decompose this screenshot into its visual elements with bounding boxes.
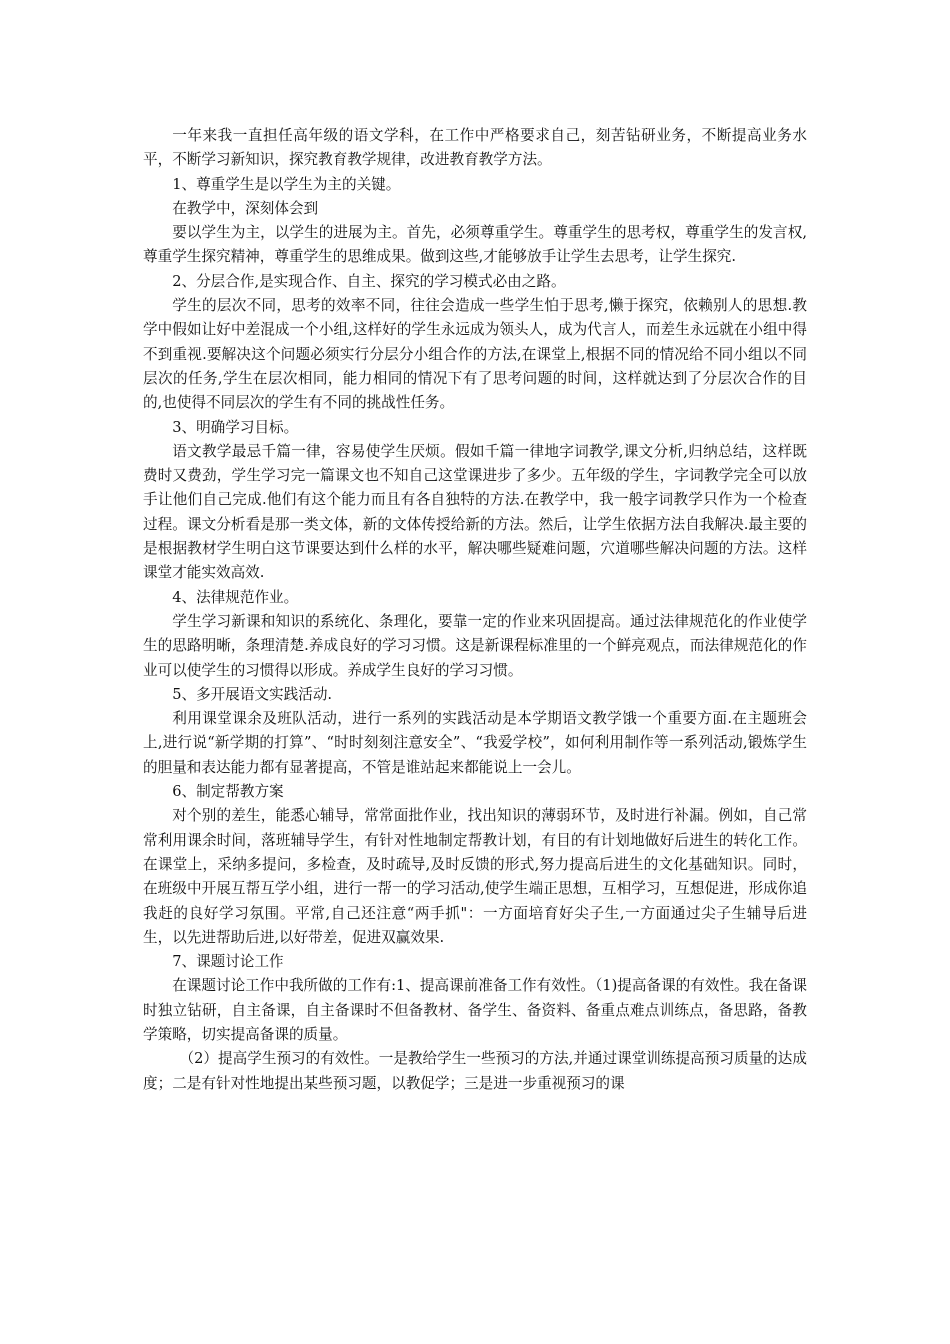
paragraph-in-teaching: 在教学中，深刻体会到 [172, 199, 319, 217]
paragraph-practice-activities: 利用课堂课余及班队活动，进行一系列的实践活动是本学期语文教学饿一个重要方面.在主题班会上,进行说“新学期的打算”、“时时刻刻注意安全”、“我爱学校”，如何利用制作等一系列活动,锻炼学生的胆量和表达能力都有显著提高，不管是谁站起来都能说上一会儿。 [143, 710, 807, 776]
paragraph-learning-goals: 语文教学最忌千篇一律，容易使学生厌烦。假如千篇一律地字词教学,课文分析,归纳总结，这样既费时又费劲，学生学习完一篇课文也不知自己这堂课进步了多少。五年级的学生，字词教学完全可以放手让他们自己完成.他们有这个能力而且有各自独特的方法.在教学中，我一般字词教学只作为一个检查过程。课文分析看是那一类文体，新的文体传授给新的方法。然后，让学生依据方法自我解决.最主要的是根据教材学生明白这节课要达到什么样的水平，解决哪些疑难问题，穴道哪些解决问题的方法。这样课堂才能实效高效. [143, 442, 807, 582]
paragraph-homework: 学生学习新课和知识的系统化、条理化，要靠一定的作业来巩固提高。通过法律规范化的作业使学生的思路明晰，条理清楚.养成良好的学习习惯。这是新课程标准里的一个鲜亮观点，而法律规范化的作业可以使学生的习惯得以形成。养成学生良好的学习习惯。 [143, 612, 807, 679]
heading-practice-activities: 5、多开展语文实践活动. [172, 685, 333, 703]
heading-homework: 4、法律规范作业。 [172, 588, 299, 606]
paragraph-layered-cooperation: 学生的层次不同，思考的效率不同，往往会造成一些学生怕于思考,懒于探究，依赖别人的思想.教学中假如让好中差混成一个小组,这样好的学生永远成为领头人，成为代言人，而差生永远就在小组中得不到重视.要解决这个问题必须实行分层分小组合作的方法,在课堂上,根据不同的情况给不同小组以不同层次的任务,学生在层次相同，能力相同的情况下有了思考问题的时间，这样就达到了分层次合作的目的,也使得不同层次的学生有不同的挑战性任务。 [143, 297, 807, 412]
heading-tutoring-plan: 6、制定帮教方案 [172, 783, 284, 801]
paragraph-tutoring-plan: 对个别的差生，能悉心辅导，常常面批作业，找出知识的薄弱环节，及时进行补漏。例如，自己常常利用课余时间，落班辅导学生，有针对性地制定帮教计划，有目的有计划地做好后进生的转化工作。在课堂上，采纳多提问，多检查，及时疏导,及时反馈的形式,努力提高后进生的文化基础知识。同时，在班级中开展互帮互学小组，进行一帮一的学习活动,使学生端正思想，互相学习，互想促进，形成你追我赶的良好学习氛围。平常,自己还注意“两手抓"：一方面培育好尖子生,一方面通过尖子生辅导后进生，以先进帮助后进,以好带差，促进双赢效果. [143, 807, 807, 946]
document-page [143, 124, 807, 1096]
heading-respect-students: 1、尊重学生是以学生为主的关键。 [172, 175, 401, 193]
heading-layered-cooperation: 2、分层合作,是实现合作、自主、探究的学习模式必由之路。 [172, 272, 566, 290]
paragraph-preview-effectiveness: （2）提高学生预习的有效性。一是教给学生一些预习的方法,并通过课堂训练提高预习质量的达成度；二是有针对性地提出某些预习题，以教促学；三是进一步重视预习的课 [143, 1050, 807, 1092]
paragraph-research-work: 在课题讨论工作中我所做的工作有:1、提高课前准备工作有效性。（1)提高备课的有效性。我在备课时独立钻研，自主备课，自主备课时不但备教材、备学生、备资料、备重点难点训练点，备思路，备教学策略，切实提高备课的质量。 [143, 977, 808, 1043]
heading-learning-goals: 3、明确学习目标。 [172, 418, 299, 436]
paragraph-respect-students: 要以学生为主，以学生的进展为主。首先，必须尊重学生。尊重学生的思考权，尊重学生的发言权,尊重学生探究精神，尊重学生的思维成果。做到这些,才能够放手让学生去思考，让学生探究. [143, 224, 807, 266]
paragraph-intro: 一年来我一直担任高年级的语文学科，在工作中严格要求自己，刻苦钻研业务，不断提高业务水平，不断学习新知识，探究教育教学规律，改进教育教学方法。 [143, 127, 807, 169]
heading-research-work: 7、课题讨论工作 [172, 953, 284, 971]
